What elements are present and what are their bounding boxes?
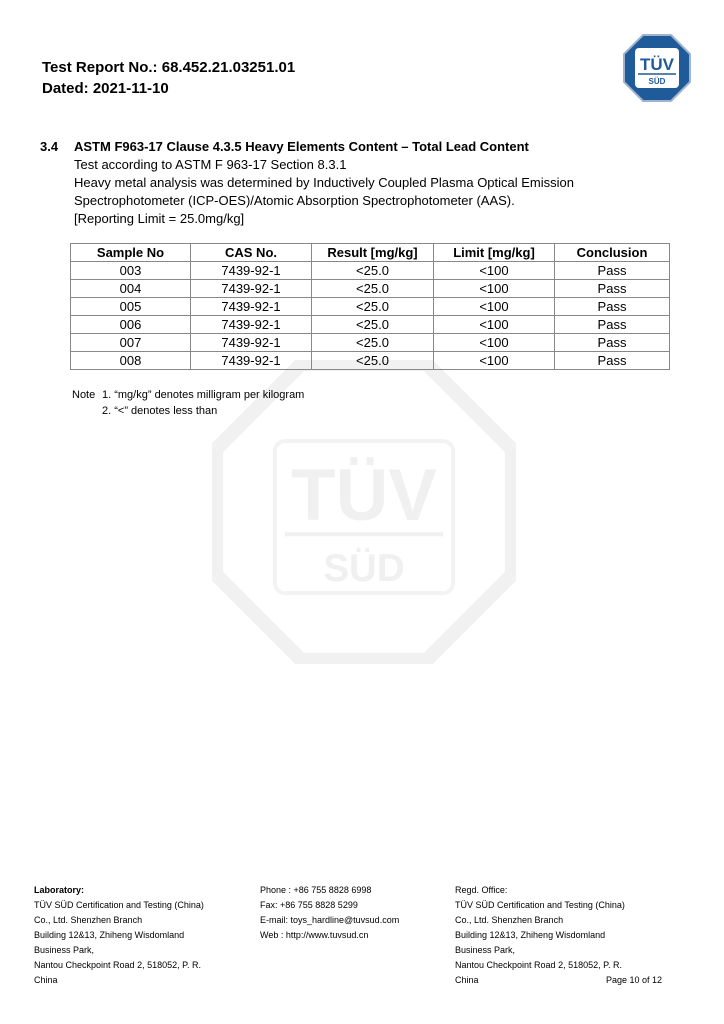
watermark-text-top: TÜV	[291, 455, 437, 537]
header-limit: Limit [mg/kg]	[434, 244, 555, 262]
cell-conclusion: Pass	[555, 298, 670, 316]
cell-cas-no: 7439-92-1	[191, 316, 312, 334]
cell-result: <25.0	[312, 334, 434, 352]
footer-phone: Phone : +86 755 8828 6998	[260, 885, 372, 895]
footer-contact	[260, 883, 450, 943]
cell-limit: <100	[434, 352, 555, 370]
cell-cas-no: 7439-92-1	[191, 352, 312, 370]
section-line: [Reporting Limit = 25.0mg/kg]	[74, 211, 245, 226]
cell-sample-no: 007	[71, 334, 191, 352]
cell-cas-no: 7439-92-1	[191, 262, 312, 280]
cell-limit: <100	[434, 280, 555, 298]
footer-lab-line: TÜV SÜD Certification and Testing (China)	[34, 900, 204, 910]
footer-lab-line: China	[34, 975, 58, 985]
results-table	[70, 243, 670, 370]
cell-sample-no: 003	[71, 262, 191, 280]
cell-cas-no: 7439-92-1	[191, 334, 312, 352]
cell-sample-no: 006	[71, 316, 191, 334]
logo-text-bottom: SÜD	[648, 77, 666, 86]
cell-limit: <100	[434, 316, 555, 334]
section-line: Test according to ASTM F 963-17 Section 8.3.1	[74, 157, 347, 172]
footer-lab-line: Building 12&13, Zhiheng Wisdomland	[34, 930, 185, 940]
note-line: 1. “mg/kg” denotes milligram per kilogram	[102, 389, 305, 401]
cell-conclusion: Pass	[555, 262, 670, 280]
cell-sample-no: 005	[71, 298, 191, 316]
tuv-watermark-icon	[212, 360, 516, 664]
note-label: Note	[72, 389, 96, 401]
cell-cas-no: 7439-92-1	[191, 298, 312, 316]
report-number: Test Report No.: 68.452.21.03251.01	[42, 59, 296, 76]
cell-limit: <100	[434, 334, 555, 352]
cell-result: <25.0	[312, 262, 434, 280]
footer-laboratory	[34, 883, 254, 988]
footer-lab-line: Co., Ltd. Shenzhen Branch	[34, 915, 143, 925]
cell-result: <25.0	[312, 352, 434, 370]
cell-sample-no: 008	[71, 352, 191, 370]
cell-result: <25.0	[312, 298, 434, 316]
footer-regd-line: Business Park,	[455, 945, 516, 955]
cell-result: <25.0	[312, 316, 434, 334]
header-sample-no: Sample No	[71, 244, 191, 262]
note-line: 2. “<” denotes less than	[102, 405, 218, 417]
footer-regd-line: Co., Ltd. Shenzhen Branch	[455, 915, 564, 925]
table-header-row	[71, 244, 670, 262]
section-number: 3.4	[40, 139, 59, 154]
footer-email: E-mail: toys_hardline@tuvsud.com	[260, 915, 400, 925]
footer-regd-line: China	[455, 975, 479, 985]
section-line: Heavy metal analysis was determined by Inductively Coupled Plasma Optical Emission	[74, 175, 574, 190]
footer-web: Web : http://www.tuvsud.cn	[260, 930, 369, 940]
section-line: Spectrophotometer (ICP-OES)/Atomic Absorption Spectrophotometer (AAS).	[74, 193, 515, 208]
cell-conclusion: Pass	[555, 280, 670, 298]
cell-result: <25.0	[312, 280, 434, 298]
report-date: Dated: 2021-11-10	[42, 80, 169, 97]
footer-lab-line: Nantou Checkpoint Road 2, 518052, P. R.	[34, 960, 201, 970]
cell-limit: <100	[434, 262, 555, 280]
footer-regd-line: Building 12&13, Zhiheng Wisdomland	[455, 930, 606, 940]
header-result: Result [mg/kg]	[312, 244, 434, 262]
table-row	[71, 352, 670, 370]
header-cas-no: CAS No.	[191, 244, 312, 262]
footer-lab-line: Business Park,	[34, 945, 95, 955]
header-conclusion: Conclusion	[555, 244, 670, 262]
cell-sample-no: 004	[71, 280, 191, 298]
page-number: Page 10 of 12	[605, 975, 662, 985]
logo-text-top: TÜV	[640, 55, 674, 74]
footer-fax: Fax: +86 755 8828 5299	[260, 900, 358, 910]
cell-conclusion: Pass	[555, 334, 670, 352]
watermark-text-bottom: SÜD	[323, 546, 405, 590]
cell-cas-no: 7439-92-1	[191, 280, 312, 298]
table-row	[71, 280, 670, 298]
table-row	[71, 262, 670, 280]
footer-regd-line: TÜV SÜD Certification and Testing (China)	[455, 900, 625, 910]
table-row	[71, 298, 670, 316]
table-row	[71, 334, 670, 352]
tuv-sud-logo-icon	[622, 33, 692, 103]
table-row	[71, 316, 670, 334]
cell-limit: <100	[434, 298, 555, 316]
footer-regd-line: Nantou Checkpoint Road 2, 518052, P. R.	[455, 960, 622, 970]
section-title: ASTM F963-17 Clause 4.3.5 Heavy Elements Content – Total Lead Content	[74, 139, 529, 154]
footer-lab-heading: Laboratory:	[34, 885, 85, 895]
footer-regd-heading: Regd. Office:	[455, 885, 508, 895]
cell-conclusion: Pass	[555, 316, 670, 334]
cell-conclusion: Pass	[555, 352, 670, 370]
